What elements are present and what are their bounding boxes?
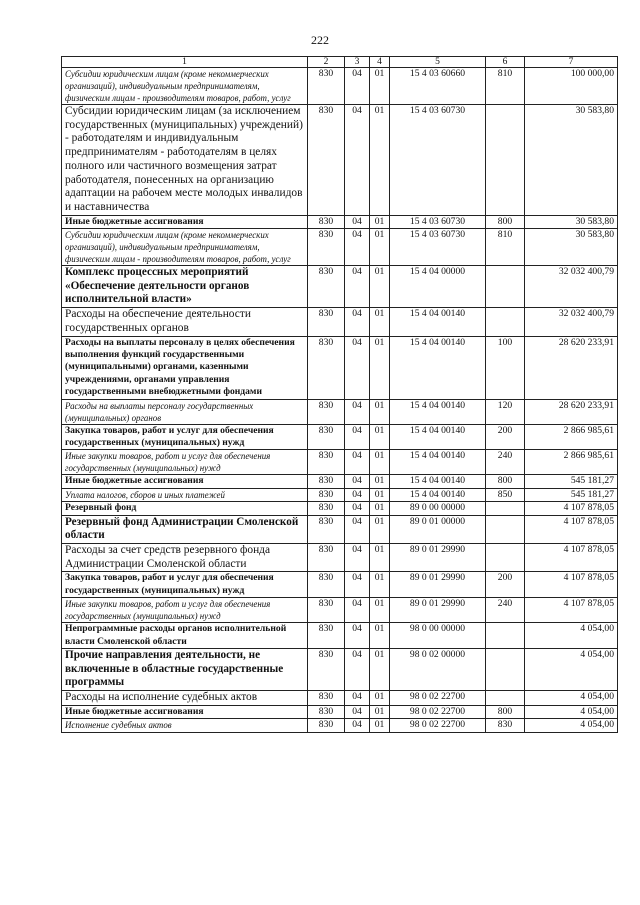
ministry-code-cell: 830 (308, 266, 345, 308)
expense-name-cell: Комплекс процессных мероприятий «Обеспечение деятельности органов исполнительной власти» (62, 266, 308, 308)
budget-table (61, 56, 618, 733)
section-code-cell: 04 (345, 399, 370, 424)
subsection-code-cell: 01 (370, 308, 390, 336)
ministry-code-cell: 830 (308, 544, 345, 572)
target-article-cell: 89 0 00 00000 (390, 502, 486, 515)
ministry-code-cell: 830 (308, 649, 345, 691)
subsection-code-cell: 01 (370, 229, 390, 266)
subsection-code-cell: 01 (370, 215, 390, 228)
section-code-cell: 04 (345, 215, 370, 228)
amount-cell: 32 032 400,79 (525, 308, 618, 336)
expense-type-cell (486, 623, 525, 649)
amount-cell: 4 054,00 (525, 705, 618, 718)
subsection-code-cell: 01 (370, 502, 390, 515)
table-row (62, 336, 618, 399)
target-article-cell: 15 4 03 60730 (390, 215, 486, 228)
expense-type-cell: 120 (486, 399, 525, 424)
table-row (62, 308, 618, 336)
ministry-code-cell: 830 (308, 572, 345, 598)
ministry-code-cell: 830 (308, 475, 345, 488)
expense-type-cell (486, 515, 525, 543)
target-article-cell: 15 4 03 60730 (390, 105, 486, 216)
column-header: 1 (62, 57, 308, 68)
expense-type-cell: 830 (486, 719, 525, 732)
table-row (62, 68, 618, 105)
expense-name-cell: Субсидии юридическим лицам (кроме некоммерческих организаций), индивидуальным предпринимателям, физическим лицам - производителям товаров, работ, услуг (62, 229, 308, 266)
target-article-cell: 98 0 02 22700 (390, 691, 486, 706)
table-row (62, 424, 618, 450)
target-article-cell: 89 0 01 29990 (390, 598, 486, 623)
section-code-cell: 04 (345, 266, 370, 308)
amount-cell: 4 054,00 (525, 719, 618, 732)
subsection-code-cell: 01 (370, 598, 390, 623)
section-code-cell: 04 (345, 719, 370, 732)
section-code-cell: 04 (345, 229, 370, 266)
table-row (62, 450, 618, 475)
expense-type-cell: 800 (486, 475, 525, 488)
table-row (62, 266, 618, 308)
expense-type-cell: 810 (486, 229, 525, 266)
target-article-cell: 15 4 04 00000 (390, 266, 486, 308)
expense-name-cell: Субсидии юридическим лицам (кроме некоммерческих организаций), индивидуальным предпринимателям, физическим лицам - производителям товаров, работ, услуг (62, 68, 308, 105)
expense-type-cell (486, 308, 525, 336)
expense-type-cell: 240 (486, 450, 525, 475)
target-article-cell: 15 4 03 60660 (390, 68, 486, 105)
amount-cell: 2 866 985,61 (525, 424, 618, 450)
section-code-cell: 04 (345, 475, 370, 488)
target-article-cell: 15 4 03 60730 (390, 229, 486, 266)
table-row (62, 598, 618, 623)
table-row (62, 515, 618, 543)
table-row (62, 705, 618, 718)
expense-name-cell: Субсидии юридическим лицам (за исключением государственных (муниципальных) учреждений) - работодателям и индивидуальным предпринимателям - работодателям в целях полного или частичного возмещения затрат работодателя, понесенных на организацию адаптации на рабочем месте молодых инвалидов и наставничества (62, 105, 308, 216)
expense-name-cell: Иные закупки товаров, работ и услуг для обеспечения государственных (муниципальных) нужд (62, 598, 308, 623)
subsection-code-cell: 01 (370, 105, 390, 216)
expense-type-cell (486, 502, 525, 515)
target-article-cell: 89 0 01 29990 (390, 572, 486, 598)
subsection-code-cell: 01 (370, 649, 390, 691)
subsection-code-cell: 01 (370, 68, 390, 105)
column-header: 6 (486, 57, 525, 68)
ministry-code-cell: 830 (308, 488, 345, 501)
subsection-code-cell: 01 (370, 544, 390, 572)
expense-type-cell (486, 544, 525, 572)
section-code-cell: 04 (345, 502, 370, 515)
expense-name-cell: Иные бюджетные ассигнования (62, 215, 308, 228)
section-code-cell: 04 (345, 488, 370, 501)
expense-type-cell: 240 (486, 598, 525, 623)
amount-cell: 2 866 985,61 (525, 450, 618, 475)
amount-cell: 545 181,27 (525, 488, 618, 501)
target-article-cell: 15 4 04 00140 (390, 308, 486, 336)
subsection-code-cell: 01 (370, 572, 390, 598)
expense-type-cell: 200 (486, 424, 525, 450)
expense-name-cell: Резервный фонд (62, 502, 308, 515)
table-row (62, 399, 618, 424)
amount-cell: 30 583,80 (525, 229, 618, 266)
expense-type-cell (486, 691, 525, 706)
expense-name-cell: Непрограммные расходы органов исполнительной власти Смоленской области (62, 623, 308, 649)
amount-cell: 4 107 878,05 (525, 502, 618, 515)
subsection-code-cell: 01 (370, 705, 390, 718)
expense-name-cell: Резервный фонд Администрации Смоленской области (62, 515, 308, 543)
amount-cell: 30 583,80 (525, 215, 618, 228)
column-header: 5 (390, 57, 486, 68)
section-code-cell: 04 (345, 68, 370, 105)
section-code-cell: 04 (345, 598, 370, 623)
subsection-code-cell: 01 (370, 399, 390, 424)
section-code-cell: 04 (345, 544, 370, 572)
expense-name-cell: Исполнение судебных актов (62, 719, 308, 732)
ministry-code-cell: 830 (308, 450, 345, 475)
target-article-cell: 98 0 02 22700 (390, 705, 486, 718)
amount-cell: 4 107 878,05 (525, 598, 618, 623)
target-article-cell: 15 4 04 00140 (390, 488, 486, 501)
ministry-code-cell: 830 (308, 308, 345, 336)
expense-name-cell: Иные бюджетные ассигнования (62, 705, 308, 718)
section-code-cell: 04 (345, 424, 370, 450)
ministry-code-cell: 830 (308, 68, 345, 105)
section-code-cell: 04 (345, 623, 370, 649)
amount-cell: 4 107 878,05 (525, 544, 618, 572)
expense-type-cell (486, 649, 525, 691)
amount-cell: 30 583,80 (525, 105, 618, 216)
table-row (62, 229, 618, 266)
ministry-code-cell: 830 (308, 719, 345, 732)
subsection-code-cell: 01 (370, 515, 390, 543)
expense-name-cell: Иные бюджетные ассигнования (62, 475, 308, 488)
column-header: 2 (308, 57, 345, 68)
target-article-cell: 89 0 01 29990 (390, 544, 486, 572)
section-code-cell: 04 (345, 572, 370, 598)
expense-name-cell: Прочие направления деятельности, не включенные в областные государственные программы (62, 649, 308, 691)
subsection-code-cell: 01 (370, 719, 390, 732)
amount-cell: 32 032 400,79 (525, 266, 618, 308)
section-code-cell: 04 (345, 450, 370, 475)
expense-type-cell: 800 (486, 215, 525, 228)
target-article-cell: 15 4 04 00140 (390, 475, 486, 488)
ministry-code-cell: 830 (308, 215, 345, 228)
expense-type-cell: 800 (486, 705, 525, 718)
ministry-code-cell: 830 (308, 229, 345, 266)
expense-name-cell: Уплата налогов, сборов и иных платежей (62, 488, 308, 501)
target-article-cell: 15 4 04 00140 (390, 336, 486, 399)
ministry-code-cell: 830 (308, 424, 345, 450)
amount-cell: 28 620 233,91 (525, 336, 618, 399)
expense-name-cell: Расходы за счет средств резервного фонда Администрации Смоленской области (62, 544, 308, 572)
target-article-cell: 98 0 02 00000 (390, 649, 486, 691)
expense-name-cell: Закупка товаров, работ и услуг для обеспечения государственных (муниципальных) нужд (62, 572, 308, 598)
amount-cell: 4 107 878,05 (525, 515, 618, 543)
amount-cell: 4 107 878,05 (525, 572, 618, 598)
table-row (62, 623, 618, 649)
expense-type-cell: 100 (486, 336, 525, 399)
subsection-code-cell: 01 (370, 336, 390, 399)
subsection-code-cell: 01 (370, 450, 390, 475)
table-row (62, 105, 618, 216)
subsection-code-cell: 01 (370, 691, 390, 706)
expense-name-cell: Расходы на выплаты персоналу в целях обеспечения выполнения функций государственными (муниципальными) органами, казенными учреждениями, органами управления государственными внебюджетными фондами (62, 336, 308, 399)
amount-cell: 4 054,00 (525, 623, 618, 649)
table-row (62, 572, 618, 598)
section-code-cell: 04 (345, 336, 370, 399)
amount-cell: 28 620 233,91 (525, 399, 618, 424)
target-article-cell: 89 0 01 00000 (390, 515, 486, 543)
ministry-code-cell: 830 (308, 705, 345, 718)
table-row (62, 544, 618, 572)
ministry-code-cell: 830 (308, 105, 345, 216)
ministry-code-cell: 830 (308, 623, 345, 649)
section-code-cell: 04 (345, 308, 370, 336)
column-header: 3 (345, 57, 370, 68)
subsection-code-cell: 01 (370, 475, 390, 488)
table-header-row (62, 57, 618, 68)
amount-cell: 4 054,00 (525, 691, 618, 706)
table-row (62, 488, 618, 501)
ministry-code-cell: 830 (308, 399, 345, 424)
table-row (62, 691, 618, 706)
subsection-code-cell: 01 (370, 424, 390, 450)
subsection-code-cell: 01 (370, 266, 390, 308)
section-code-cell: 04 (345, 515, 370, 543)
expense-name-cell: Иные закупки товаров, работ и услуг для обеспечения государственных (муниципальных) нужд (62, 450, 308, 475)
ministry-code-cell: 830 (308, 598, 345, 623)
amount-cell: 100 000,00 (525, 68, 618, 105)
expense-type-cell: 200 (486, 572, 525, 598)
target-article-cell: 98 0 00 00000 (390, 623, 486, 649)
table-row (62, 649, 618, 691)
section-code-cell: 04 (345, 691, 370, 706)
table-row (62, 475, 618, 488)
target-article-cell: 15 4 04 00140 (390, 399, 486, 424)
target-article-cell: 15 4 04 00140 (390, 450, 486, 475)
expense-name-cell: Расходы на исполнение судебных актов (62, 691, 308, 706)
target-article-cell: 15 4 04 00140 (390, 424, 486, 450)
amount-cell: 4 054,00 (525, 649, 618, 691)
section-code-cell: 04 (345, 105, 370, 216)
expense-type-cell: 810 (486, 68, 525, 105)
column-header: 4 (370, 57, 390, 68)
page-number: 222 (311, 33, 329, 47)
subsection-code-cell: 01 (370, 623, 390, 649)
expense-type-cell: 850 (486, 488, 525, 501)
ministry-code-cell: 830 (308, 691, 345, 706)
section-code-cell: 04 (345, 649, 370, 691)
ministry-code-cell: 830 (308, 502, 345, 515)
ministry-code-cell: 830 (308, 336, 345, 399)
table-row (62, 719, 618, 732)
table-row (62, 215, 618, 228)
expense-name-cell: Расходы на обеспечение деятельности государственных органов (62, 308, 308, 336)
ministry-code-cell: 830 (308, 515, 345, 543)
table-row (62, 502, 618, 515)
expense-name-cell: Закупка товаров, работ и услуг для обеспечения государственных (муниципальных) нужд (62, 424, 308, 450)
section-code-cell: 04 (345, 705, 370, 718)
target-article-cell: 98 0 02 22700 (390, 719, 486, 732)
expense-type-cell (486, 266, 525, 308)
amount-cell: 545 181,27 (525, 475, 618, 488)
column-header: 7 (525, 57, 618, 68)
expense-name-cell: Расходы на выплаты персоналу государственных (муниципальных) органов (62, 399, 308, 424)
subsection-code-cell: 01 (370, 488, 390, 501)
expense-type-cell (486, 105, 525, 216)
